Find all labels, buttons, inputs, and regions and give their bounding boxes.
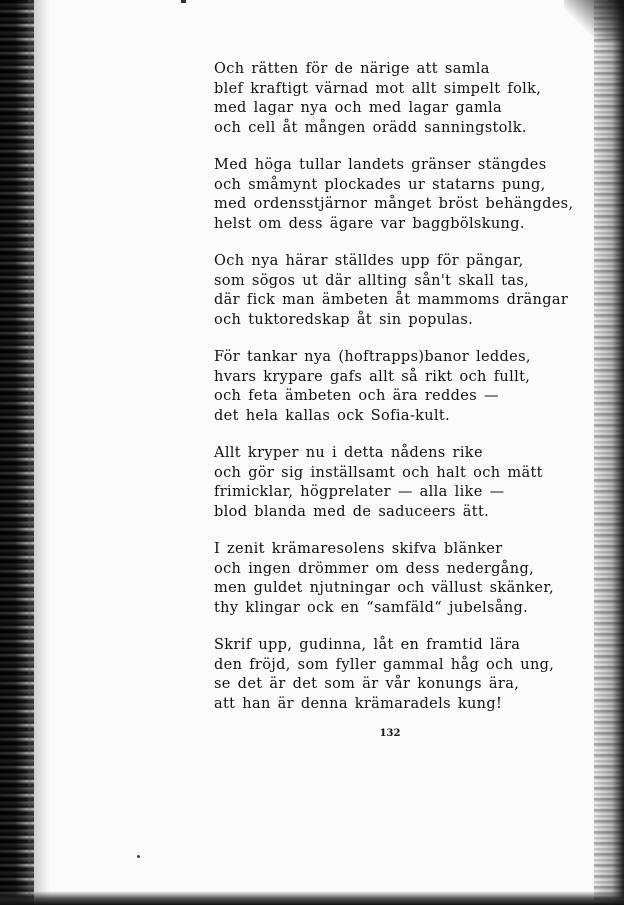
page-edge-right	[594, 0, 624, 905]
stanza-7	[214, 636, 564, 732]
poem-line: att han är denna krämaradels kung!	[214, 695, 503, 712]
stanza-6	[214, 540, 564, 636]
stanza-4	[214, 348, 564, 444]
page-number: 132	[379, 728, 401, 739]
stanza-2	[214, 156, 574, 252]
scan-speck	[137, 855, 140, 858]
poem-line: och gör sig inställsamt och halt och mätt	[214, 464, 543, 481]
poem-line: hvars krypare gafs allt så rikt och fullt,	[214, 368, 531, 385]
scan-speck	[181, 0, 186, 3]
poem-line: blod blanda med de saduceers ätt.	[214, 503, 490, 520]
stanza-1	[214, 60, 564, 156]
page-corner-shadow	[564, 0, 624, 40]
poem-line: Skrif upp, gudinna, låt en framtid lära	[214, 637, 521, 653]
poem-line: och småmynt plockades ur statarns pung,	[214, 176, 546, 193]
poem-line: men guldet njutningar och vällust skänker,	[214, 580, 554, 596]
binding-fade	[28, 0, 50, 905]
poem-line: Och nya härar ställdes upp för pängar,	[214, 253, 524, 269]
stanza-5	[214, 444, 564, 540]
poem-line: och tuktoredskap åt sin populas.	[214, 311, 474, 328]
poem-line: den fröjd, som fyller gammal håg och ung,	[214, 656, 555, 673]
poem-line: För tankar nya (hoftrapps)banor leddes,	[214, 349, 531, 365]
poem-line: se det är det som är vår konungs ära,	[214, 676, 520, 692]
poem-line: Och rätten för de närige att samla	[214, 61, 490, 77]
poem-line: det hela kallas ock Sofia-kult.	[214, 407, 451, 424]
poem-line: I zenit krämaresolens skifva blänker	[214, 541, 503, 557]
poem	[214, 60, 574, 732]
poem-line: och ingen drömmer om dess nedergång,	[214, 560, 535, 577]
poem-line: Allt kryper nu i detta nådens rike	[214, 445, 483, 461]
poem-line: frimicklar, högprelater — alla like —	[214, 484, 505, 500]
poem-line: helst om dess ägare var baggbölskung.	[214, 215, 525, 232]
stanza-3	[214, 252, 569, 348]
poem-line: Med höga tullar landets gränser stängdes	[214, 157, 547, 173]
poem-line: med lagar nya och med lagar gamla	[214, 100, 503, 116]
poem-line: thy klingar ock en “samfäld“ jubelsång.	[214, 599, 529, 616]
poem-line: blef kraftigt värnad mot allt simpelt folk,	[214, 80, 542, 97]
poem-line: och feta ämbeten och ära reddes —	[214, 388, 499, 404]
poem-line: med ordensstjärnor månget bröst behängdes,	[214, 196, 574, 212]
page-edge-bottom	[0, 891, 624, 905]
poem-line: och cell åt mången orädd sanningstolk.	[214, 119, 527, 136]
poem-line: som sögos ut där allting sån't skall tas,	[214, 272, 530, 289]
poem-line: där fick man ämbeten åt mammoms drängar	[214, 292, 569, 308]
